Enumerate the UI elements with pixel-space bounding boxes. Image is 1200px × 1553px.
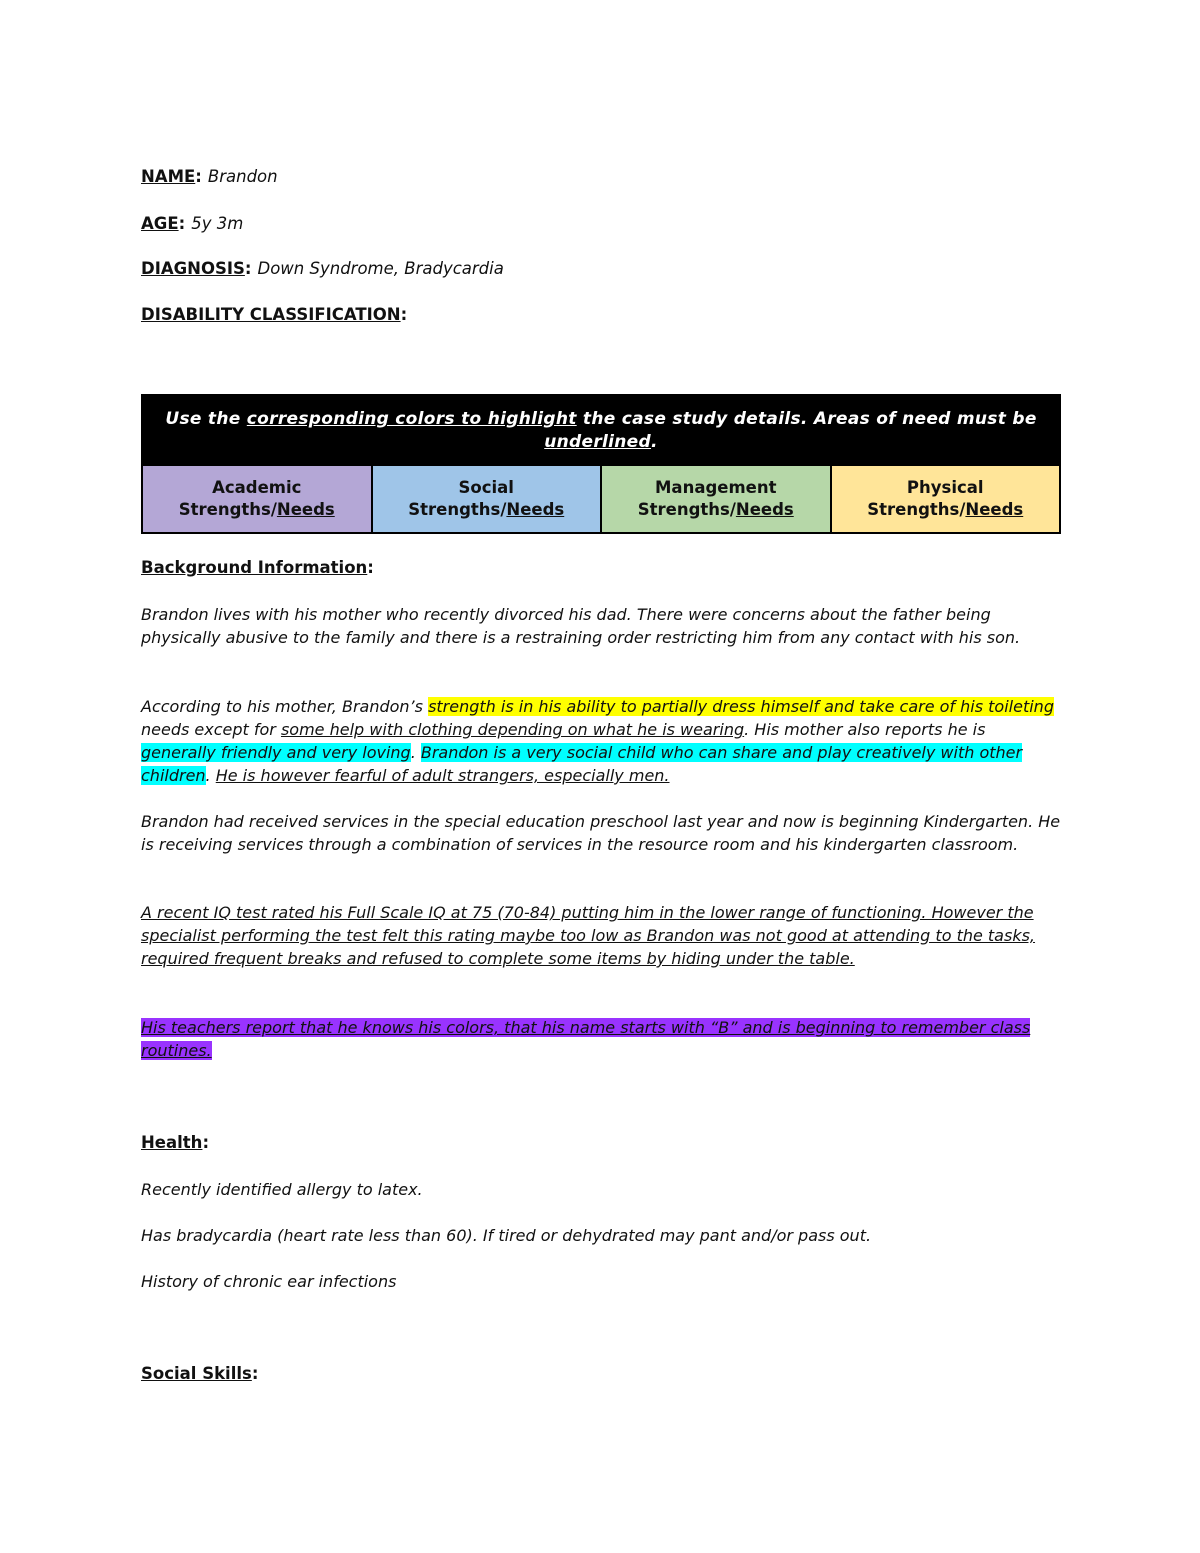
legend-cell-strengths: Strengths/ xyxy=(637,500,736,519)
legend-cell-academic xyxy=(143,464,373,532)
legend-cell-strengths: Strengths/ xyxy=(867,500,966,519)
background-paragraph-5 xyxy=(141,1016,1061,1062)
legend-cell-title: Physical xyxy=(906,478,984,497)
legend-cell-needs: Needs xyxy=(965,500,1024,519)
legend-instructions xyxy=(143,396,1059,464)
classification-label: DISABILITY CLASSIFICATION xyxy=(141,305,401,324)
legend-cell-needs: Needs xyxy=(506,500,565,519)
p2-highlight-physical-strength: strength is in his ability to partially dress himself and take care of his toileting xyxy=(428,697,1054,716)
legend-cell-needs: Needs xyxy=(276,500,335,519)
p2-text: . His mother also reports he is xyxy=(744,720,986,739)
legend-cell-title: Social xyxy=(458,478,514,497)
health-heading: Health: xyxy=(141,1133,210,1152)
legend-cell-strengths: Strengths/ xyxy=(408,500,507,519)
name-field: NAME: Brandon xyxy=(141,167,278,186)
legend-cell-needs: Needs xyxy=(735,500,794,519)
legend-cell-title: Academic xyxy=(212,478,302,497)
legend-row xyxy=(143,464,1059,532)
p2-text: . xyxy=(205,766,216,785)
diagnosis-field: DIAGNOSIS: Down Syndrome, Bradycardia xyxy=(141,259,504,278)
p2-text: According to his mother, Brandon’s xyxy=(141,697,429,716)
background-heading-text: Background Information xyxy=(141,558,368,577)
age-label: AGE xyxy=(141,214,179,233)
age-value: 5y 3m xyxy=(191,214,244,233)
social-skills-heading: Social Skills: xyxy=(141,1364,259,1383)
p2-text: needs except for xyxy=(141,720,281,739)
p2-underline-physical-need: some help with clothing depending on what he is wearing xyxy=(280,720,745,739)
p5-highlight-academic: His teachers report that he knows his colors, that his name starts with “B” and is beginning to remember class routines. xyxy=(141,1018,1031,1060)
health-paragraph-2: Has bradycardia (heart rate less than 60). If tired or dehydrated may pant and/or pass out. xyxy=(141,1226,872,1245)
social-heading-text: Social Skills xyxy=(141,1364,252,1383)
age-field: AGE: 5y 3m xyxy=(141,214,244,233)
legend-instr-underlined: corresponding colors to highlight xyxy=(246,409,577,429)
name-value: Brandon xyxy=(207,167,278,186)
diagnosis-label: DIAGNOSIS xyxy=(141,259,245,278)
legend-cell-strengths: Strengths/ xyxy=(178,500,277,519)
p2-underline-social-need: He is however fearful of adult strangers, especially men. xyxy=(215,766,670,785)
legend-cell-social xyxy=(373,464,603,532)
p2-text: . xyxy=(410,743,421,762)
p2-highlight-social-strength: generally friendly and very loving xyxy=(141,743,411,762)
background-paragraph-1: Brandon lives with his mother who recently divorced his dad. There were concerns about the father being physically abusive to the family and there is a restraining order restricting him from any contact with his son. xyxy=(141,605,1021,647)
diagnosis-value: Down Syndrome, Bradycardia xyxy=(257,259,504,278)
color-legend-table xyxy=(141,394,1061,534)
background-paragraph-2 xyxy=(141,695,1061,787)
background-paragraph-4: A recent IQ test rated his Full Scale IQ at 75 (70-84) putting him in the lower range of functioning. However the specialist performing the test felt this rating maybe too low as Brandon was not good at attending to the tasks, required frequent breaks and refused to complete some items by hiding under the table. xyxy=(141,903,1036,968)
legend-instr-text: . xyxy=(650,432,658,452)
health-paragraph-1: Recently identified allergy to latex. xyxy=(141,1180,423,1199)
legend-cell-physical xyxy=(832,464,1060,532)
legend-instr-underlined: underlined xyxy=(544,432,651,452)
background-heading: Background Information: xyxy=(141,558,374,577)
classification-field: DISABILITY CLASSIFICATION: xyxy=(141,305,408,324)
health-paragraph-3: History of chronic ear infections xyxy=(141,1272,397,1291)
legend-cell-management xyxy=(602,464,832,532)
legend-instr-text: the case study details. Areas of need must be xyxy=(576,409,1037,429)
legend-cell-title: Management xyxy=(655,478,777,497)
legend-instr-text: Use the xyxy=(165,409,247,429)
background-paragraph-3: Brandon had received services in the special education preschool last year and now is beginning Kindergarten. He is receiving services through a combination of services in the resource room and his kindergarten classroom. xyxy=(141,812,1061,854)
health-heading-text: Health xyxy=(141,1133,203,1152)
p2-highlight-social-strength-2: Brandon is a very social child who can share and play creatively with other children xyxy=(141,743,1023,785)
name-label: NAME xyxy=(141,167,196,186)
